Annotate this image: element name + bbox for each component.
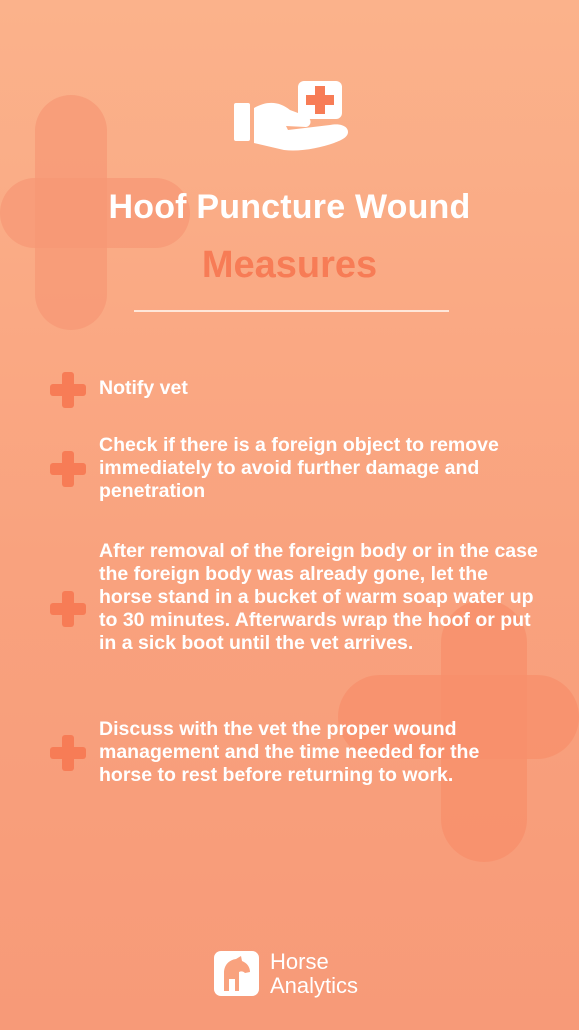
page-title: Hoof Puncture Wound <box>108 188 471 226</box>
plus-icon <box>50 735 86 771</box>
brand-line-2: Analytics <box>270 973 359 998</box>
list-item-text: After removal of the foreign body or in the case the foreign body was already gone, let the horse stand in a bucket of warm soap water up to 30 minutes. Afterwards wrap the hoof or put in a sick boot until the vet arrives. <box>99 540 538 654</box>
brand-line-1: Horse <box>270 949 329 974</box>
list-item-text: Notify vet <box>99 377 188 399</box>
horse-logo-icon <box>214 951 259 996</box>
page-subtitle: Measures <box>201 244 378 286</box>
plus-icon <box>50 451 86 487</box>
title-divider <box>134 310 449 312</box>
list-item-text: Check if there is a foreign object to remove immediately to avoid further damage and penetration <box>99 434 499 502</box>
brand-footer <box>214 951 384 997</box>
list-item-text: Discuss with the vet the proper wound management and the time needed for the horse to rest before returning to work. <box>99 718 480 786</box>
plus-icon <box>50 372 86 408</box>
hand-with-first-aid-icon <box>234 80 350 152</box>
brand-name <box>270 950 358 998</box>
plus-icon <box>50 591 86 627</box>
